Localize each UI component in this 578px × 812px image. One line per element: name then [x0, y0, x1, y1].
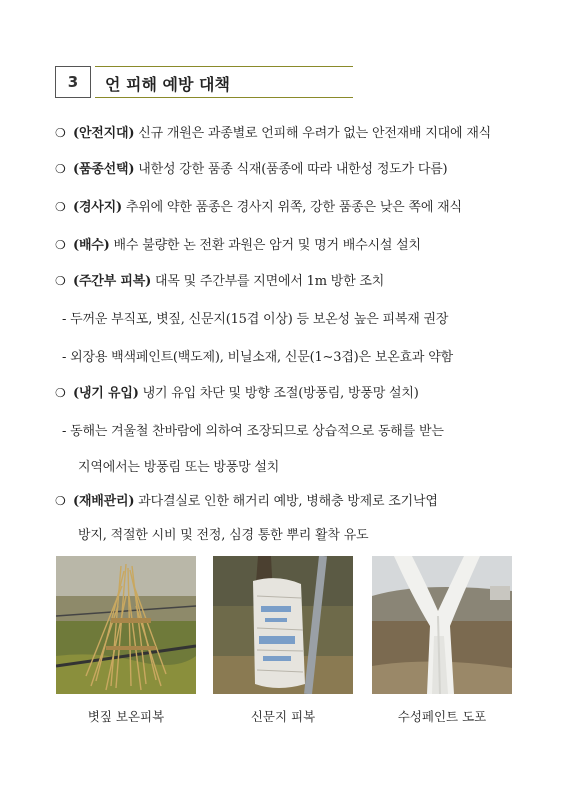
bullet-icon: ❍ — [55, 274, 66, 288]
item-cold-air — [55, 382, 419, 401]
photo-caption: 신문지 피복 — [250, 709, 316, 724]
item-trunk-cover — [55, 270, 384, 289]
item-slope — [55, 196, 462, 215]
item-text: 과다결실로 인한 해거리 예방, 병해충 방제로 조기낙엽 — [134, 494, 438, 509]
item-variety — [55, 158, 447, 177]
photo-newspaper-wrap — [213, 556, 353, 694]
item-text: 냉기 유입 차단 및 방향 조절(방풍림, 방풍망 설치) — [138, 386, 419, 401]
sub-wind-damage-cont: 지역에서는 방풍림 또는 방풍망 설치 — [78, 460, 280, 475]
item-key: (경사지) — [73, 200, 122, 215]
item-text: 신규 개원은 과종별로 언피해 우려가 없는 안전재배 지대에 재식 — [134, 126, 492, 141]
section-title-box — [95, 66, 353, 98]
item-text: 대목 및 주간부를 지면에서 1m 방한 조치 — [151, 274, 385, 289]
item-cultivation-cont: 방지, 적절한 시비 및 전정, 심경 통한 뿌리 활착 유도 — [78, 528, 369, 543]
item-safe-zone — [55, 122, 491, 141]
item-text: 추위에 약한 품종은 경사지 위쪽, 강한 품종은 낮은 쪽에 재식 — [121, 200, 462, 215]
photo-caption: 수성페인트 도포 — [397, 709, 487, 724]
item-key: (배수) — [73, 238, 110, 253]
sub-wind-damage: - 동해는 겨울철 찬바람에 의하여 조장되므로 상습적으로 동해를 받는 — [62, 424, 444, 439]
photo-white-paint — [372, 556, 512, 694]
item-key: (냉기 유입) — [73, 386, 139, 401]
section-header — [55, 66, 355, 100]
photo-caption: 볏짚 보온피복 — [87, 709, 165, 724]
bullet-icon: ❍ — [55, 386, 66, 400]
item-drainage — [55, 234, 421, 253]
item-key: (주간부 피복) — [73, 274, 152, 289]
item-key: (재배관리) — [73, 494, 135, 509]
photo-straw-wrap — [56, 556, 196, 694]
bullet-icon: ❍ — [55, 200, 66, 214]
item-cultivation — [55, 490, 438, 509]
bullet-icon: ❍ — [55, 126, 66, 140]
section-title: 언 피해 예방 대책 — [105, 75, 230, 94]
item-key: (안전지대) — [73, 126, 135, 141]
section-number: 3 — [55, 66, 91, 98]
item-text: 내한성 강한 품종 식재(품종에 따라 내한성 정도가 다름) — [134, 162, 448, 177]
item-key: (품종선택) — [73, 162, 135, 177]
item-text: 배수 불량한 논 전환 과원은 암거 및 명거 배수시설 설치 — [109, 238, 421, 253]
sub-cover-weak: - 외장용 백색페인트(백도제), 비닐소재, 신문(1∼3겹)은 보온효과 약함 — [62, 350, 453, 365]
bullet-icon: ❍ — [55, 162, 66, 176]
bullet-icon: ❍ — [55, 494, 66, 508]
bullet-icon: ❍ — [55, 238, 66, 252]
sub-cover-recommend: - 두꺼운 부직포, 볏짚, 신문지(15겹 이상) 등 보온성 높은 피복재 권장 — [62, 312, 449, 327]
